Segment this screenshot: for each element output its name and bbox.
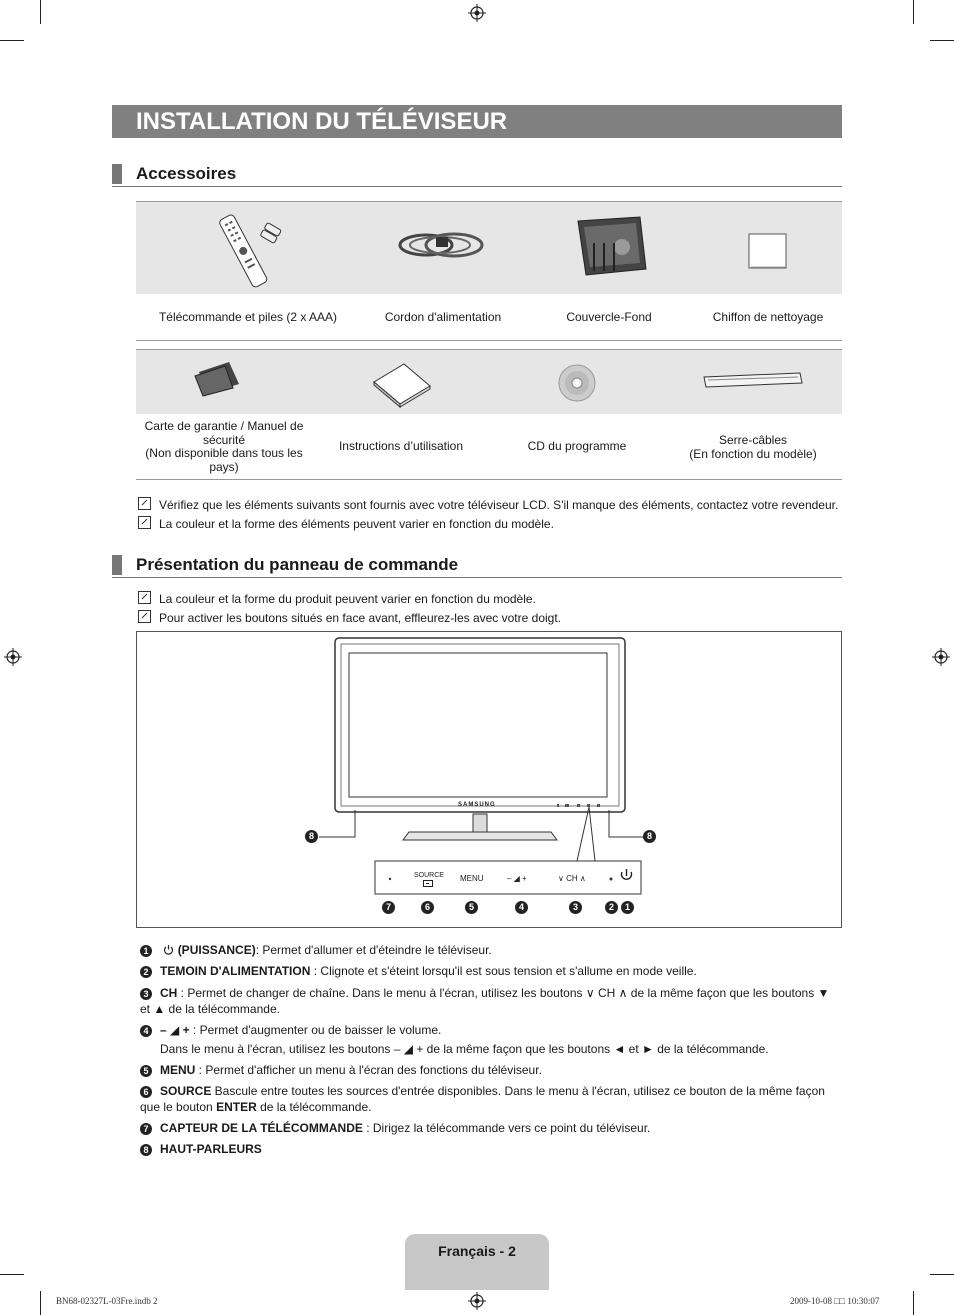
item-number: 5: [140, 1065, 152, 1077]
note-icon: [138, 610, 151, 623]
warranty-card-icon: [193, 358, 245, 398]
user-manual-icon: [370, 360, 434, 408]
crop-mark: [913, 1291, 914, 1315]
item-number: 2: [140, 966, 152, 978]
page-number: Français - 2: [438, 1243, 516, 1259]
accessory-label: Couvercle-Fond: [566, 310, 652, 324]
note-icon: [138, 516, 151, 529]
description-item: [140, 1083, 840, 1115]
callout-number: 6: [421, 901, 434, 914]
divider: [136, 340, 842, 341]
note-text: Vérifiez que les éléments suivants sont fournis avec votre téléviseur LCD. S'il manque des éléments, contactez votre revendeur.: [159, 498, 839, 512]
item-term: CH: [160, 986, 178, 1000]
accessory-label: Carte de garantie / Manuel de sécurité (Non disponible dans tous les pays): [144, 419, 304, 474]
power-icon: [163, 944, 174, 955]
section-marker: [112, 164, 122, 184]
crop-mark: [40, 1291, 41, 1315]
cable-tie-icon: [702, 371, 806, 391]
callout-number: 8: [643, 830, 656, 843]
cleaning-cloth-icon: [747, 231, 789, 271]
accessory-label: Cordon d'alimentation: [384, 310, 502, 324]
item-text: Dans le menu à l'écran, utilisez les boutons – ◢ + de la même façon que les boutons ◄ et ► de la télécommande.: [160, 1042, 769, 1056]
crop-mark: [913, 0, 914, 24]
accessory-label: Télécommande et piles (2 x AAA): [158, 310, 338, 324]
item-text: : Permet d'afficher un menu à l'écran des fonctions du téléviseur.: [195, 1063, 542, 1077]
crop-mark: [930, 1274, 954, 1275]
accessory-label: Serre-câbles (En fonction du modèle): [689, 433, 817, 461]
registration-mark-icon: [932, 648, 950, 666]
registration-mark-icon: [4, 648, 22, 666]
item-term: (PUISSANCE): [177, 943, 256, 957]
note-line: [138, 516, 554, 531]
callout-number: 3: [569, 901, 582, 914]
note-text: La couleur et la forme du produit peuvent varier en fonction du modèle.: [159, 592, 536, 606]
item-term: SOURCE: [160, 1084, 212, 1098]
item-text: Bascule entre toutes les sources d'entrée disponibles. Dans le menu à l'écran, utilisez ce bouton de la même façon que le bouton: [140, 1084, 825, 1114]
description-item: [140, 942, 840, 958]
registration-mark-icon: [468, 1292, 486, 1310]
crop-mark: [930, 40, 954, 41]
slug-file: BN68-02327L-03Fre.indb 2: [56, 1296, 158, 1306]
description-item: [140, 1022, 840, 1057]
note-text: Pour activer les boutons situés en face avant, effleurez-les avec votre doigt.: [159, 611, 561, 625]
callout-number: 5: [465, 901, 478, 914]
item-number: 6: [140, 1086, 152, 1098]
slug-date: 2009-10-08 □□ 10:30:07: [790, 1296, 880, 1306]
note-text: La couleur et la forme des éléments peuvent varier en fonction du modèle.: [159, 517, 554, 531]
item-number: 1: [140, 945, 152, 957]
menu-button[interactable]: MENU: [460, 874, 484, 883]
crop-mark: [0, 40, 24, 41]
tv-illustration: [137, 632, 841, 927]
accessory-label: Chiffon de nettoyage: [712, 310, 824, 324]
item-number: 8: [140, 1144, 152, 1156]
item-number: 7: [140, 1123, 152, 1135]
description-item: [140, 985, 840, 1017]
accessory-label: CD du programme: [527, 439, 627, 453]
power-cord-icon: [396, 225, 492, 265]
item-text: : Permet d'allumer et d'éteindre le téléviseur.: [255, 943, 492, 957]
note-line: [138, 591, 536, 606]
item-number: 3: [140, 988, 152, 1000]
cover-bottom-icon: [570, 213, 650, 279]
note-line: [138, 497, 838, 512]
item-term: TEMOIN D'ALIMENTATION: [160, 964, 311, 978]
source-icon: [423, 880, 433, 887]
crop-mark: [0, 1274, 24, 1275]
item-text: : Permet d'augmenter ou de baisser le volume.: [189, 1023, 442, 1037]
registration-mark-icon: [468, 4, 486, 22]
accessory-label: Instructions d’utilisation: [338, 439, 464, 453]
item-term: CAPTEUR DE LA TÉLÉCOMMANDE: [160, 1121, 363, 1135]
cd-icon: [558, 364, 596, 402]
description-item: [140, 1062, 840, 1078]
item-text: : Permet de changer de chaîne. Dans le menu à l'écran, utilisez les boutons ∨ CH ∧ de la même façon que les boutons ▼ et ▲ de la télécommande.: [140, 986, 830, 1016]
remote-control-icon: [205, 210, 285, 290]
note-icon: [138, 591, 151, 604]
crop-mark: [40, 0, 41, 24]
section-heading-control-panel: [112, 555, 842, 578]
callout-number: 2: [605, 901, 618, 914]
page-title: INSTALLATION DU TÉLÉVISEUR: [112, 105, 842, 138]
section-heading-accessories: [112, 164, 842, 187]
divider: [136, 479, 842, 480]
item-text: : Dirigez la télécommande vers ce point du téléviseur.: [362, 1121, 651, 1135]
item-text: : Clignote et s'éteint lorsqu'il est sous tension et s'allume en mode veille.: [310, 964, 697, 978]
description-item: [140, 1120, 840, 1136]
section-title: Présentation du panneau de commande: [136, 555, 459, 574]
callout-number: 1: [621, 901, 634, 914]
item-term: HAUT-PARLEURS: [160, 1142, 262, 1156]
section-title: Accessoires: [136, 164, 237, 183]
tv-brand-logo: SAMSUNG: [458, 802, 496, 808]
callout-number: 4: [515, 901, 528, 914]
callout-number: 8: [305, 830, 318, 843]
item-term: ENTER: [216, 1100, 257, 1114]
item-text: de la télécommande.: [256, 1100, 372, 1114]
note-icon: [138, 497, 151, 510]
item-term: MENU: [160, 1063, 196, 1077]
item-number: 4: [140, 1025, 152, 1037]
source-button[interactable]: SOURCE: [414, 872, 444, 879]
section-marker: [112, 555, 122, 575]
volume-button[interactable]: – ◢ +: [507, 874, 527, 883]
description-item: [140, 963, 840, 979]
callout-number: 7: [382, 901, 395, 914]
item-term: – ◢ +: [160, 1023, 190, 1037]
description-item: [140, 1141, 840, 1157]
channel-button[interactable]: ∨ CH ∧: [558, 874, 586, 883]
note-line: [138, 610, 561, 625]
